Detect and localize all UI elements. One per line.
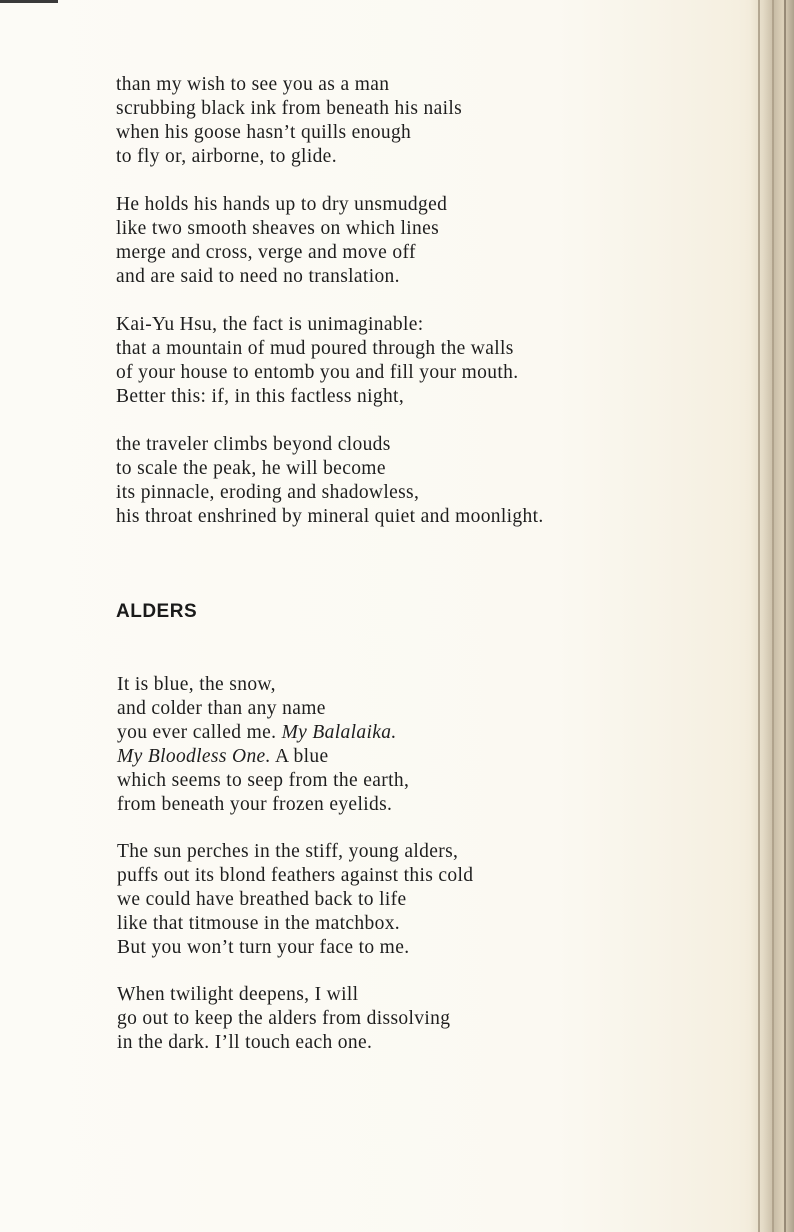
poem-line: we could have breathed back to life [117, 889, 407, 910]
poem-title: ALDERS [116, 601, 198, 622]
stanza [117, 983, 717, 1055]
poem-line [117, 745, 717, 769]
poem-line-text: you ever called me. [117, 722, 282, 743]
poem-line-text: A blue [270, 746, 329, 767]
poem-line: The sun perches in the stiff, young alders, [117, 841, 459, 862]
page-edge-line [772, 0, 774, 1232]
poem-line: in the dark. I’ll touch each one. [117, 1032, 373, 1053]
poem-line-italic: My Balalaika. [281, 722, 397, 743]
poem-line: that a mountain of mud poured through the walls [116, 338, 514, 359]
stanza [117, 673, 717, 817]
poem-line: puffs out its blond feathers against this cold [117, 865, 474, 886]
poem-line: its pinnacle, eroding and shadowless, [116, 482, 420, 503]
poem-continued [116, 73, 716, 553]
top-rule [0, 0, 58, 3]
poem-alders [117, 673, 717, 1078]
poem-line: which seems to seep from the earth, [117, 770, 410, 791]
poem-line: than my wish to see you as a man [116, 74, 390, 95]
poem-line: But you won’t turn your face to me. [117, 937, 410, 958]
poem-line: when his goose hasn’t quills enough [116, 122, 412, 143]
poem-line: the traveler climbs beyond clouds [116, 434, 391, 455]
poem-line: merge and cross, verge and move off [116, 242, 416, 263]
poem-line: to scale the peak, he will become [116, 458, 386, 479]
poem-line: to fly or, airborne, to glide. [116, 146, 337, 167]
poem-line: He holds his hands up to dry unsmudged [116, 194, 448, 215]
poem-line: It is blue, the snow, [117, 674, 276, 695]
page-edge-line [758, 0, 760, 1232]
poem-line: his throat enshrined by mineral quiet and moonlight. [116, 506, 544, 527]
poem-line: Kai-Yu Hsu, the fact is unimaginable: [116, 314, 424, 335]
poem-line: Better this: if, in this factless night, [116, 386, 405, 407]
poem-line: like two smooth sheaves on which lines [116, 218, 440, 239]
poem-line: from beneath your frozen eyelids. [117, 794, 393, 815]
poem-line: go out to keep the alders from dissolving [117, 1008, 451, 1029]
poem-line: of your house to entomb you and fill your mouth. [116, 362, 519, 383]
poem-line: When twilight deepens, I will [117, 984, 359, 1005]
stanza [116, 193, 716, 289]
stanza [116, 313, 716, 409]
stanza [116, 433, 716, 529]
poem-line: like that titmouse in the matchbox. [117, 913, 401, 934]
poem-line: and colder than any name [117, 698, 326, 719]
poem-line: and are said to need no translation. [116, 266, 400, 287]
poem-line: scrubbing black ink from beneath his nails [116, 98, 463, 119]
poem-line-italic: My Bloodless One. [117, 746, 271, 767]
poem-line [117, 721, 717, 745]
stanza [116, 73, 716, 169]
stanza [117, 840, 717, 960]
page-edge-line [784, 0, 786, 1232]
